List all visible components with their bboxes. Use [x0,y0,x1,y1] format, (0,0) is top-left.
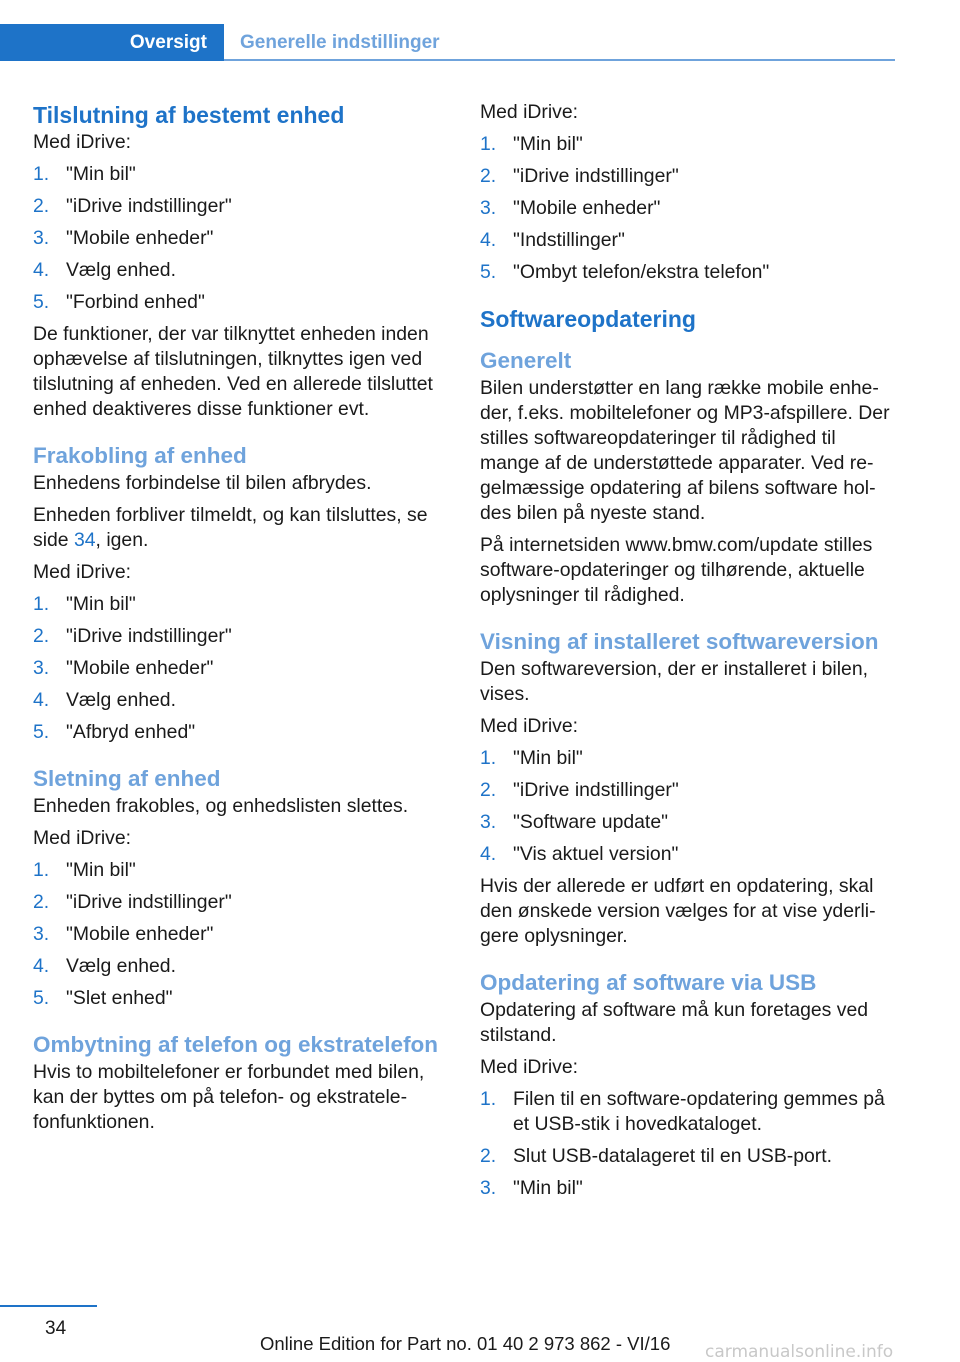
body-text: Hvis der allerede er udført en opdatering, skal den ønskede version vælges for at vise yderligere oplysninger. [480,875,876,947]
step-number: 2. [33,891,50,913]
step-text: "Mobile enheder" [66,657,214,679]
subsection-title: Frakobling af enhed [33,443,247,468]
list-item [480,1087,895,1137]
step-text: "Vis aktuel version" [513,843,679,865]
body-text: Enheden frakobles, og enhedslisten slettes. [33,795,409,817]
step-number: 3. [480,197,497,219]
body-text: Den softwareversion, der er installeret i bilen, vises. [480,658,868,705]
step-text: "Ombyt telefon/ekstra telefon" [513,261,770,283]
step-text: Vælg enhed. [66,955,176,977]
step-text: "Mobile enheder" [66,923,214,945]
step-text: "Afbryd enhed" [66,721,196,743]
body-text: Bilen understøtter en lang række mobile enheder, f.eks. mobiltelefoner og MP3-afspillere. Der stilles softwareopdateringer til rådighed til mange af de understøttede apparater. Ved regelmæssige opdatering af bilens software holdes bilen på nyeste stand. [480,377,890,524]
step-number: 1. [480,133,497,155]
step-text: Filen til en software-opdatering gemmes på et USB-stik i hovedkataloget. [513,1088,885,1135]
intro-text: Med iDrive: [33,827,132,849]
list-item [33,890,448,915]
step-number: 3. [480,811,497,833]
step-number: 3. [33,227,50,249]
step-text: "Min bil" [513,133,583,155]
list-item [33,162,448,187]
step-text: Slut USB-datalageret til en USB-port. [513,1145,833,1167]
step-text: Vælg enhed. [66,689,176,711]
body-text-part: Enheden forbliver tilmeldt, og kan tilsluttes, se side [33,504,428,551]
subsection-title: Generelt [480,348,572,373]
list-item [480,228,895,253]
list-item [480,196,895,221]
step-number: 2. [480,779,497,801]
watermark: carmanualsonline.info [705,1342,894,1362]
step-text: "Forbind enhed" [66,291,205,313]
step-text: "iDrive indstillinger" [66,891,232,913]
list-item [33,258,448,283]
subsection-title: Visning af installeret softwareversion [480,629,879,654]
step-number: 3. [33,923,50,945]
step-text: "Min bil" [513,1177,583,1199]
step-number: 3. [33,657,50,679]
step-number: 1. [33,593,50,615]
step-number: 4. [480,229,497,251]
step-text: "Software update" [513,811,668,833]
step-text: "Min bil" [66,593,136,615]
subsection-title: Ombytning af telefon og ekstratelefon [33,1032,439,1057]
list-item [33,656,448,681]
body-text: De funktioner, der var tilknyttet enheden inden ophævelse af tilslutningen, tilknyttes igen ved tilslutning af enheden. Ved en allerede tilsluttet enhed deaktiveres disse funktioner evt. [33,323,433,420]
step-text: "Indstillinger" [513,229,625,251]
intro-text: Med iDrive: [480,101,579,123]
step-text: Vælg enhed. [66,259,176,281]
step-text: "Mobile enheder" [66,227,214,249]
step-number: 2. [33,625,50,647]
list-item [33,226,448,251]
step-list [480,746,895,867]
step-text: "Min bil" [66,859,136,881]
subsection-title: Opdatering af software via USB [480,970,817,995]
list-item [33,720,448,745]
list-item [33,592,448,617]
list-item [480,778,895,803]
page-number: 34 [45,1318,67,1339]
intro-text: Med iDrive: [480,1056,579,1078]
step-text: "iDrive indstillinger" [66,195,232,217]
step-text: "Min bil" [66,163,136,185]
list-item [480,746,895,771]
step-number: 4. [33,259,50,281]
step-text: "iDrive indstillinger" [513,165,679,187]
edition-text: Online Edition for Part no. 01 40 2 973 862 - VI/16 [260,1333,671,1354]
step-number: 5. [33,291,50,313]
step-number: 2. [480,165,497,187]
intro-text: Med iDrive: [33,561,132,583]
list-item [480,842,895,867]
section-title: Tilslutning af bestemt enhed [33,102,345,128]
list-item [480,164,895,189]
right-column [480,100,895,1208]
list-item [33,194,448,219]
step-number: 3. [480,1177,497,1199]
intro-text: Med iDrive: [33,131,132,153]
page-header [0,0,960,62]
list-item [33,986,448,1011]
step-number: 5. [480,261,497,283]
tab-generelle-indstillinger[interactable]: Generelle indstillinger [240,31,440,53]
step-list [33,592,448,745]
subsection-title: Sletning af enhed [33,766,221,791]
step-number: 4. [33,689,50,711]
list-item [480,1176,895,1201]
list-item [33,954,448,979]
header-divider [224,59,895,61]
step-text: "iDrive indstillinger" [66,625,232,647]
list-item [480,260,895,285]
step-list [33,858,448,1011]
body-text [33,503,448,553]
intro-text: Med iDrive: [480,715,579,737]
body-text: Opdatering af software må kun foretages ved stilstand. [480,999,869,1046]
step-number: 1. [480,747,497,769]
step-text: "Mobile enheder" [513,197,661,219]
step-text: "iDrive indstillinger" [513,779,679,801]
body-text: På internetsiden www.bmw.com/update stilles software-opdateringer og tilhørende, aktuelle oplysninger til rådighed. [480,534,873,606]
list-item [33,688,448,713]
list-item [33,624,448,649]
step-number: 5. [33,721,50,743]
section-title: Softwareopdatering [480,306,696,332]
step-number: 1. [480,1088,497,1110]
body-text: Enhedens forbindelse til bilen afbrydes. [33,472,372,494]
step-list [480,132,895,285]
tab-oversigt[interactable]: Oversigt [0,24,224,61]
body-text-part: , igen. [95,529,149,551]
page-link[interactable]: 34 [73,529,96,551]
step-number: 2. [33,195,50,217]
step-number: 1. [33,163,50,185]
list-item [33,922,448,947]
step-number: 4. [480,843,497,865]
step-text: "Slet enhed" [66,987,173,1009]
body-text: Hvis to mobiltelefoner er forbundet med bilen, kan der byttes om på telefon- og ekstratelefonfunktionen. [33,1061,425,1133]
step-text: "Min bil" [513,747,583,769]
left-column [33,100,448,1142]
footer-divider [0,1305,97,1307]
list-item [480,810,895,835]
step-list [33,162,448,315]
step-list [480,1087,895,1201]
list-item [33,858,448,883]
list-item [33,290,448,315]
step-number: 4. [33,955,50,977]
list-item [480,132,895,157]
step-number: 5. [33,987,50,1009]
list-item [480,1144,895,1169]
step-number: 2. [480,1145,497,1167]
step-number: 1. [33,859,50,881]
